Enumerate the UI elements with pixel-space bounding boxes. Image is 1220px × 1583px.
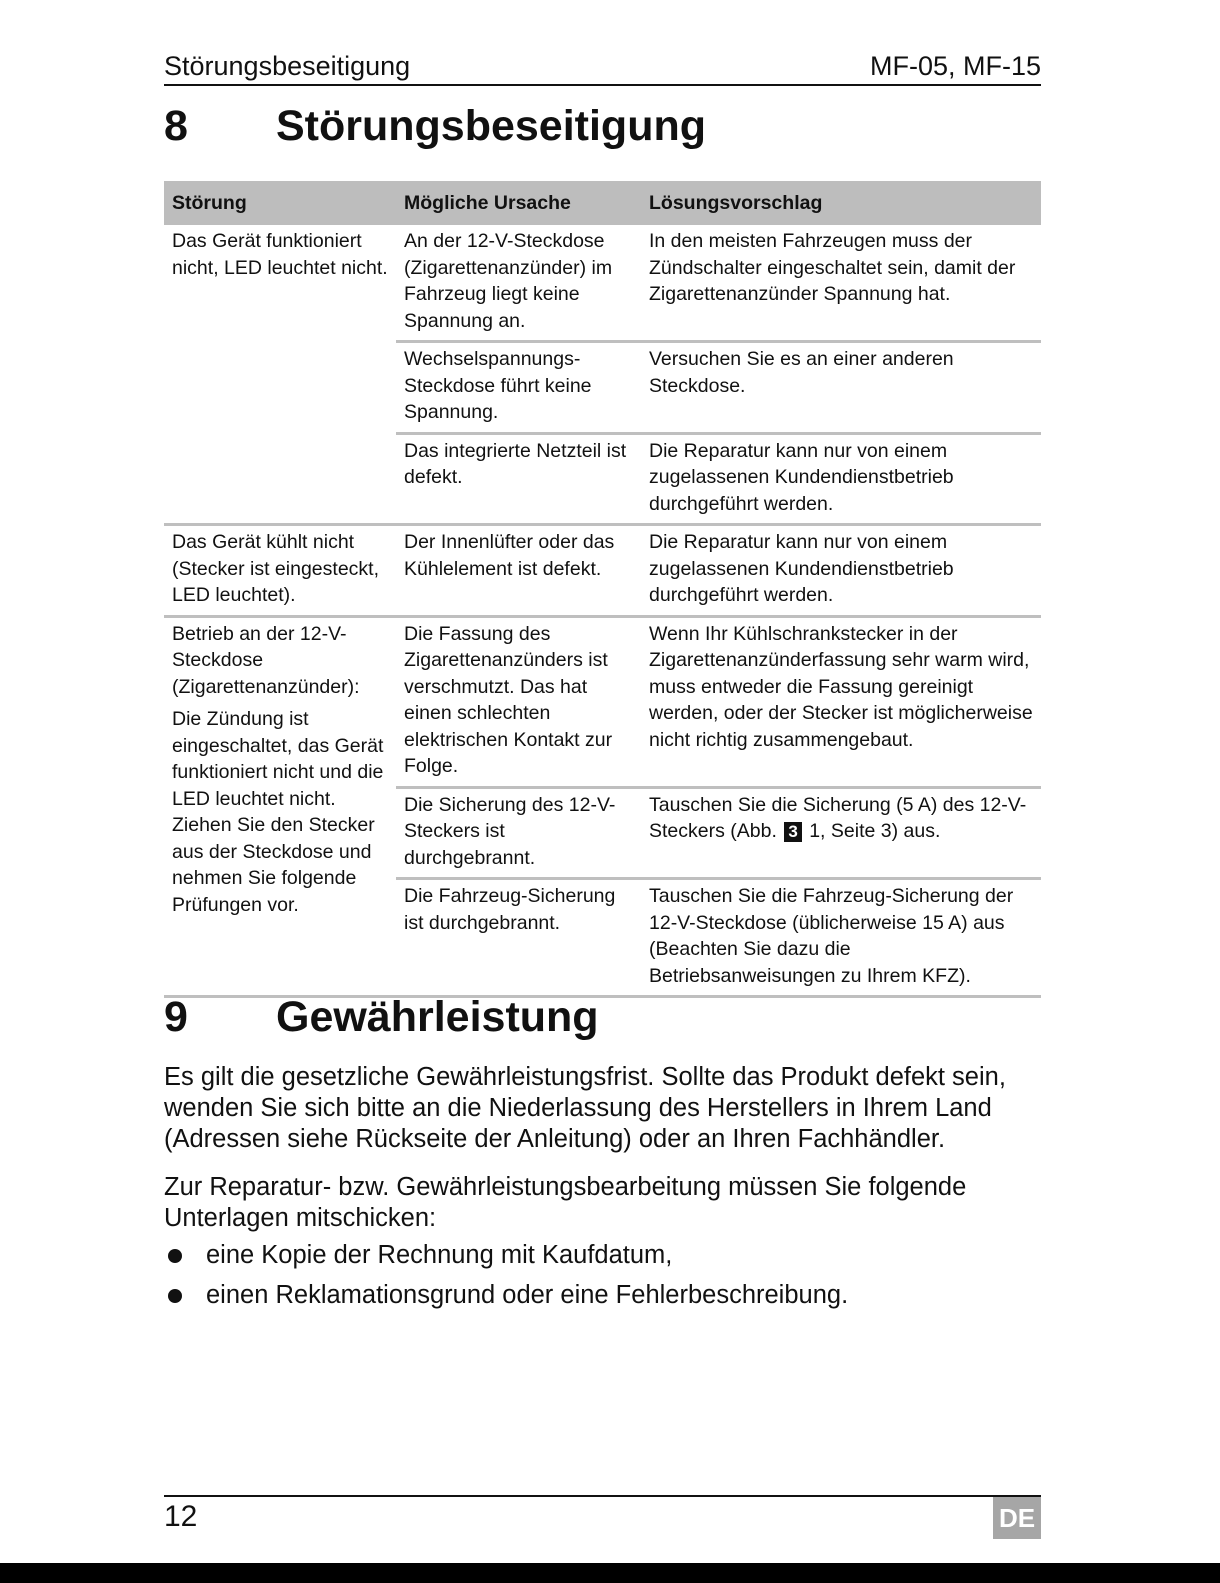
- header-model-names: MF-05, MF-15: [869, 50, 1041, 81]
- figure-reference-badge: 3: [784, 822, 801, 842]
- table-row: [164, 225, 1041, 342]
- cause-cell: Der Innenlüfter oder das Kühlelement ist defekt.: [396, 525, 641, 617]
- list-item-text: eine Kopie der Rechnung mit Kaufdatum,: [206, 1241, 673, 1269]
- fault-text: Das Gerät kühlt nicht (Stecker ist eingesteckt, LED leuchtet).: [172, 531, 379, 606]
- required-documents-list: [164, 1240, 1041, 1320]
- list-item-text: einen Reklamationsgrund oder eine Fehlerbeschreibung.: [206, 1281, 849, 1309]
- cause-cell: An der 12-V-Steckdose (Zigarettenanzünder) im Fahrzeug liegt keine Spannung an.: [396, 225, 641, 342]
- page-number: 12: [164, 1500, 198, 1533]
- solution-cell: Die Reparatur kann nur von einem zugelassenen Kundendienstbetrieb durchgeführt werden.: [641, 525, 1041, 617]
- cause-cell: Das integrierte Netzteil ist defekt.: [396, 433, 641, 525]
- fault-cell: [164, 225, 396, 525]
- section-8-title: Störungsbeseitigung: [276, 102, 706, 150]
- list-item: [164, 1280, 1041, 1311]
- solution-cell: Tauschen Sie die Fahrzeug-Sicherung der 12-V-Steckdose (üblicherweise 15 A) aus (Beachten Sie dazu die Betriebsanweisungen zu Ihrem KFZ).: [641, 879, 1041, 997]
- running-header: [164, 48, 1041, 86]
- solution-cell: Versuchen Sie es an einer anderen Steckdose.: [641, 342, 1041, 434]
- cause-cell: Die Fahrzeug-Sicherung ist durchgebrannt.: [396, 879, 641, 997]
- list-item: [164, 1240, 1041, 1271]
- header-section-title: Störungsbeseitigung: [164, 50, 411, 81]
- scan-border: [0, 1563, 1220, 1583]
- cause-cell: Die Fassung des Zigarettenanzünders ist verschmutzt. Das hat einen schlechten elektrischen Kontakt zur Folge.: [396, 616, 641, 787]
- fault-text: Die Zündung ist eingeschaltet, das Gerät funktioniert nicht und die LED leuchtet nicht. Ziehen Sie den Stecker aus der Steckdose und nehmen Sie folgende Prüfungen vor.: [172, 708, 384, 916]
- section-8-number: 8: [164, 102, 188, 150]
- section-8-heading: [164, 102, 1041, 151]
- fault-text: Das Gerät funktioniert nicht, LED leuchtet nicht.: [172, 230, 388, 279]
- fault-cell: [164, 525, 396, 617]
- cause-cell: Wechselspannungs-Steckdose führt keine Spannung.: [396, 342, 641, 434]
- table-row: [164, 525, 1041, 617]
- bullet-icon: [168, 1249, 182, 1263]
- solution-cell: [641, 787, 1041, 879]
- table-header-row: [164, 181, 1041, 225]
- solution-text: Tauschen Sie die Sicherung (5 A) des 12-V-Steckers (Abb.: [649, 793, 1027, 842]
- section-9-title: Gewährleistung: [276, 993, 599, 1041]
- warranty-paragraph: Es gilt die gesetzliche Gewährleistungsfrist. Sollte das Produkt defekt sein, wenden Sie sich bitte an die Niederlassung des Herstellers in Ihrem Land (Adressen siehe Rückseite der Anleitung) oder an Ihren Fachhändler.: [164, 1063, 1006, 1153]
- column-header-solution: Lösungsvorschlag: [641, 181, 1041, 225]
- section-9-heading: [164, 993, 1041, 1042]
- section-9-number: 9: [164, 993, 188, 1041]
- solution-cell: Wenn Ihr Kühlschrankstecker in der Zigarettenanzünderfassung sehr warm wird, muss entweder die Fassung gereinigt werden, oder der Stecker ist möglicherweise nicht richtig zusammengebaut.: [641, 616, 1041, 787]
- footer-divider: [164, 1495, 1041, 1497]
- cause-cell: Die Sicherung des 12-V-Steckers ist durchgebrannt.: [396, 787, 641, 879]
- table-row: [164, 616, 1041, 787]
- solution-cell: Die Reparatur kann nur von einem zugelassenen Kundendienstbetrieb durchgeführt werden.: [641, 433, 1041, 525]
- solution-cell: In den meisten Fahrzeugen muss der Zündschalter eingeschaltet sein, damit der Zigarettenanzünder Spannung hat.: [641, 225, 1041, 342]
- documents-paragraph: Zur Reparatur- bzw. Gewährleistungsbearbeitung müssen Sie folgende Unterlagen mitschicken:: [164, 1173, 967, 1232]
- language-badge: DE: [993, 1497, 1041, 1539]
- bullet-icon: [168, 1289, 182, 1303]
- fault-text: Betrieb an der 12-V-Steckdose (Zigarettenanzünder):: [172, 622, 360, 698]
- column-header-cause: Mögliche Ursache: [396, 181, 641, 225]
- solution-text: 1, Seite 3) aus.: [809, 820, 941, 842]
- troubleshooting-table: [164, 181, 1041, 998]
- fault-cell: [164, 616, 396, 997]
- column-header-fault: Störung: [164, 181, 396, 225]
